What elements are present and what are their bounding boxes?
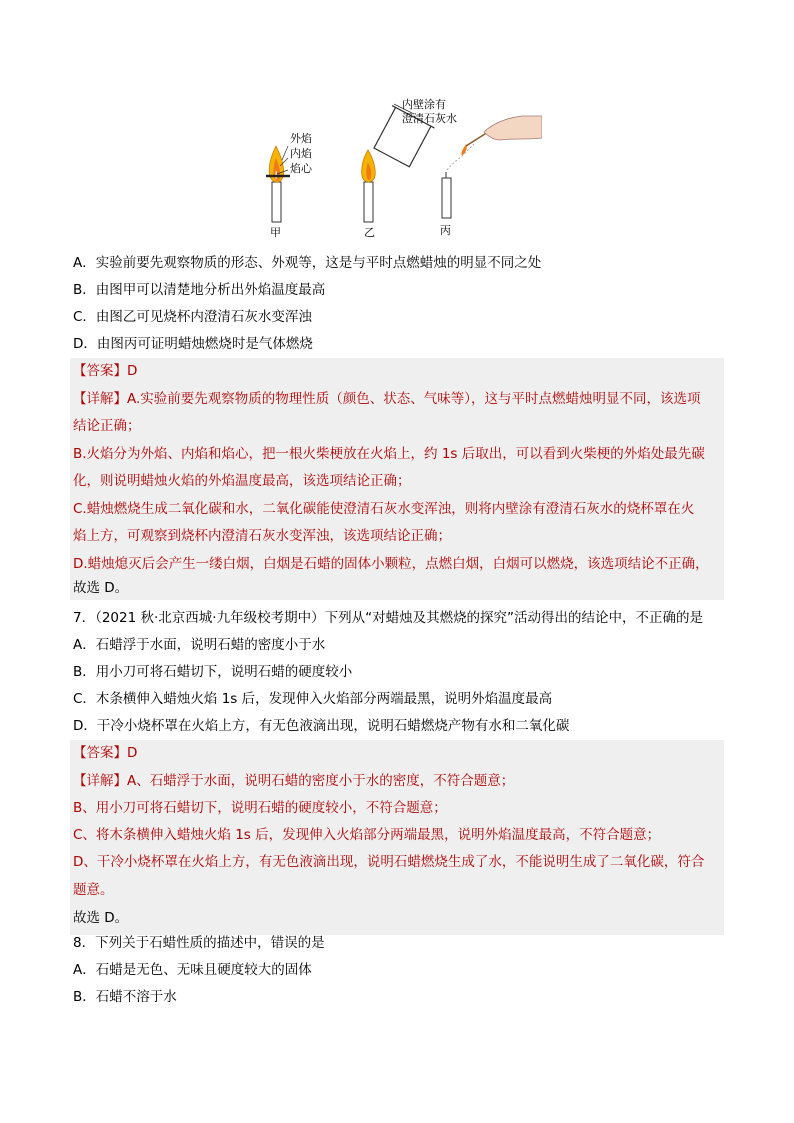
q6-detail-line-7: D.蜡烛熄灭后会产生一缕白烟，白烟是石蜡的固体小颗粒，点燃白烟，白烟可以燃烧，该选项结论不正确， [73,556,709,572]
q6-detail-line-1 [73,386,723,412]
q7-answer-tag: 【答案】 [73,745,127,761]
q7-answer-line [73,740,723,766]
q7-option-b: B．用小刀可将石蜡切下，说明石蜡的硬度较小 [73,664,353,680]
q7-option-d: D．干冷小烧杯罩在火焰上方，有无色液滴出现，说明石蜡燃烧产物有水和二氧化碳 [73,718,570,734]
q8-stem: 8．下列关于石蜡性质的描述中，错误的是 [73,935,325,951]
q7-stem: 7．（2021 秋·北京西城·九年级校考期中）下列从“对蜡烛及其燃烧的探究”活动得出的结论中，不正确的是 [73,610,704,626]
label-inner-flame: 内焰 [290,147,312,160]
q6-detail-line-3: B.火焰分为外焰、内焰和焰心，把一根火柴梗放在火焰上，约 1s 后取出，可以看到火柴梗的外焰处最先碳 [73,446,705,462]
q7-detail-line-4: D、干冷小烧杯罩在火焰上方，有无色液滴出现，说明石蜡燃烧生成了水，不能说明生成了二氧化碳，符合 [73,854,705,870]
q6-detail-line-4: 化，则说明蜡烛火焰的外焰温度最高，该选项结论正确； [73,473,411,489]
q7-option-a: A．石蜡浮于水面，说明石蜡的密度小于水 [73,637,326,653]
q6-detail-line-5: C.蜡烛燃烧生成二氧化碳和水，二氧化碳能使澄清石灰水变浑浊，则将内壁涂有澄清石灰水的烧杯罩在火 [73,501,695,517]
q6-option-b: B．由图甲可以清楚地分析出外焰温度最高 [73,282,326,298]
q7-detail-line-1 [73,768,723,794]
q7-detail-text-1: A、石蜡浮于水面，说明石蜡的密度小于水的密度，不符合题意； [127,773,515,789]
q7-answer-value: D [127,745,138,761]
label-bing: 丙 [440,224,451,237]
q6-answer-tag: 【答案】 [73,363,127,379]
q7-detail-line-6: 故选 D。 [73,910,129,926]
candle-experiment-figure [252,94,542,242]
candle-figure-svg [252,94,542,242]
q8-option-b: B．石蜡不溶于水 [73,989,177,1005]
q7-detail-line-5: 题意。 [73,882,114,898]
q6-detail-text-1: A.实验前要先观察物质的物理性质（颜色、状态、气味等），这与平时点燃蜡烛明显不同，该选项 [127,391,701,407]
q6-answer-value: D [127,363,138,379]
q6-detail-line-6: 焰上方，可观察到烧杯内澄清石灰水变浑浊，该选项结论正确； [73,528,451,544]
q6-detail-tag: 【详解】 [73,391,127,407]
q6-detail-line-2: 结论正确； [73,418,141,434]
label-outer-flame: 外焰 [290,132,312,145]
q6-answer-block [70,358,724,600]
q6-option-a: A．实验前要先观察物质的形态、外观等，这是与平时点燃蜡烛的明显不同之处 [73,255,542,271]
candle-jia [266,146,290,222]
q7-detail-tag: 【详解】 [73,773,127,789]
label-beaker-line2: 澄清石灰水 [402,112,457,125]
q6-answer-line [73,358,723,384]
label-yi: 乙 [364,226,375,239]
q7-detail-line-2: B、用小刀可将石蜡切下，说明石蜡的硬度较小，不符合题意； [73,800,447,816]
label-flame-core: 焰心 [290,162,312,175]
q7-option-c: C．木条横伸入蜡烛火焰 1s 后，发现伸入火焰部分两端最黑，说明外焰温度最高 [73,691,553,707]
q8-option-a: A．石蜡是无色、无味且硬度较大的固体 [73,962,312,978]
candle-bing [442,116,542,218]
q6-detail-line-8: 故选 D。 [73,580,129,596]
label-beaker-line1: 内壁涂有 [402,98,446,111]
q7-answer-block [70,740,724,935]
label-jia: 甲 [270,226,281,239]
q6-option-c: C．由图乙可见烧杯内澄清石灰水变浑浊 [73,309,312,325]
q6-option-d: D．由图丙可证明蜡烛燃烧时是气体燃烧 [73,336,313,352]
q7-detail-line-3: C、将木条横伸入蜡烛火焰 1s 后，发现伸入火焰部分两端最黑，说明外焰温度最高，不符合题意； [73,827,661,843]
